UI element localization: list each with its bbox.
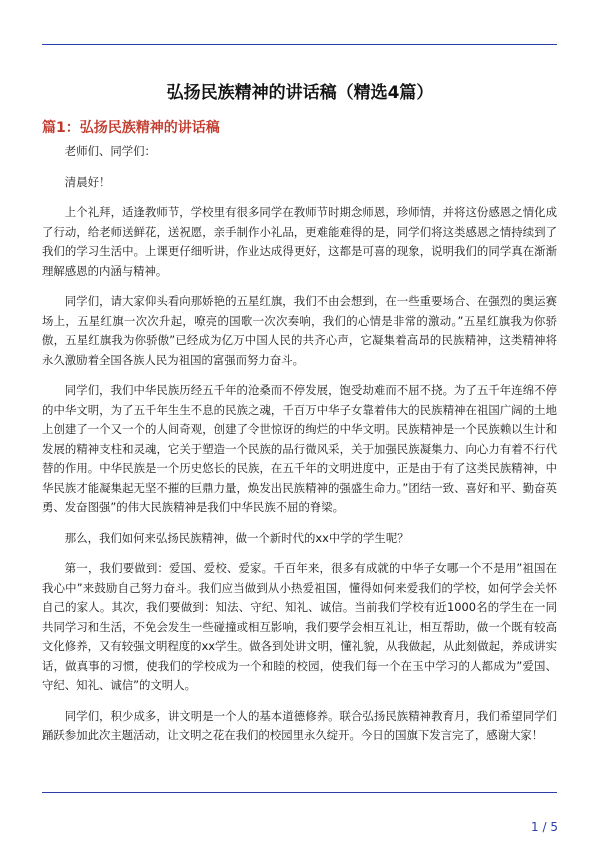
paragraph-salutation: 清晨好！	[64, 174, 111, 189]
page-indicator: 1 / 5	[531, 820, 558, 834]
paragraph-3: 同学们，我们中华民族历经五千年的沧桑而不停发展，饱受劫难而不屈不挠。为了五千年连绵不停的中华文明，为了五千年生生不息的民族之魂，千百万中华子女靠着伟大的民族精神在祖国广阔的土地上创建了一个又一个的人间奇观，创建了令世惊讶的绚烂的中华文明。民族精神是一个民族赖以生计和发展的精神支柱和灵魂，它关于塑造一个民族的品行微风采，关于加强民族凝集力、向心力有着不行代替的作用。中华民族是一个历史悠长的民族，在五千年的文明进度中，正是由于有了这类民族精神，中华民族才能凝集起无坚不摧的巨鼎力量，焕发出民族精神的强盛生命力。”团结一致、喜好和平、勤奋英勇、发奋图强”的伟大民族精神是我们中华民族不屈的脊梁。	[42, 383, 557, 514]
paragraph-greeting: 老师们、同学们：	[64, 144, 156, 158]
paragraph-1: 上个礼拜，适逢教师节，学校里有很多同学在教师节时期念师恩，珍师情，并将这份感恩之情化成了行动，给老师送鲜花，送祝愿，亲手制作小礼品，更难能难得的是，同学们将这类感恩之情持续到了我们的学习生活中。上课更仔细听讲，作业达成得更好，这都是可喜的现象，说明我们的同学真在渐渐理解感恩的内涵与精神。	[42, 205, 557, 278]
header-rule	[42, 44, 557, 45]
section-heading: 篇1：弘扬民族精神的讲话稿	[42, 120, 220, 136]
paragraph-6: 同学们，积少成多，讲文明是一个人的基本道德修养。联合弘扬民族精神教育月，我们希望同学们踊跃参加此次主题活动，让文明之花在我们的校园里永久绽开。今日的国旗下发言完了，感谢大家！	[42, 708, 557, 742]
footer-rule	[42, 792, 557, 793]
page-title: 弘扬民族精神的讲话稿（精选4篇）	[166, 83, 434, 103]
paragraph-5: 第一，我们要做到：爱国、爱校、爱家。千百年来，很多有成就的中华子女哪一个不是用”祖国在我心中”来鼓励自己努力奋斗。我们应当做到从小热爱祖国，懂得如何来爱我们的学校，如何学会关怀自己的家人。其次，我们要做到：知法、守纪、知礼、诚信。当前我们学校有近1000名的学生在一同共同学习和生活，不免会发生一些碰撞或相互影响，我们要学会相互礼让，相互帮助，做一个既有较高文化修养，又有较强文明程度的xx学生。做各到处讲文明，懂礼貌，从我做起，从此刻做起，养成讲实话，做真事的习惯，使我们的学校成为一个和睦的校园，使我们每一个在玉中学习的人都成为”爱国、守纪、知礼、诚信”的文明人。	[42, 561, 557, 692]
paragraph-4: 那么，我们如何来弘扬民族精神，做一个新时代的xx中学的学生呢？	[64, 530, 409, 545]
paragraph-2: 同学们，请大家仰头看向那娇艳的五星红旗，我们不由会想到，在一些重要场合、在强烈的奥运赛场上，五星红旗一次次升起，嘹亮的国歌一次次奏响，我们的心情是非常的激动。”五星红旗我为你骄傲，五星红旗我为你骄傲”已经成为亿万中国人民的共齐心声，它凝集着高昂的民族精神，这类精神将永久激励着全国各族人民为祖国的富强而努力奋斗。	[42, 294, 557, 367]
speech-body	[42, 142, 557, 757]
